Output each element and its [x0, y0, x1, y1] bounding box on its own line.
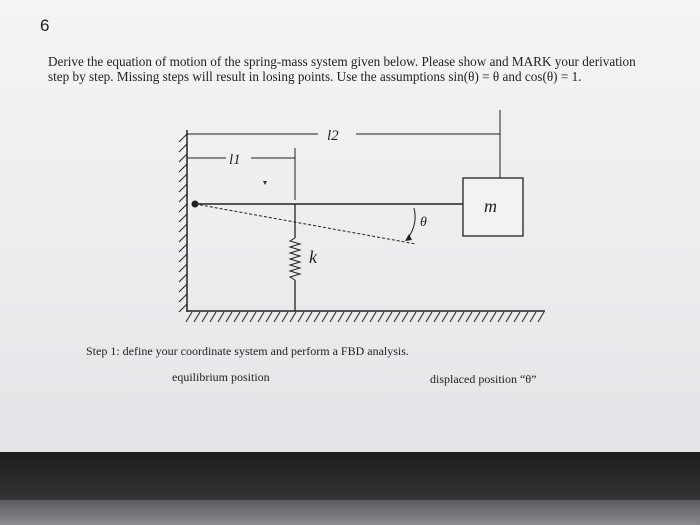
- prompt-line-1: Derive the equation of motion of the spring-mass system given below. Please show and MARK your derivation: [48, 54, 636, 69]
- equilibrium-position-label: equilibrium position: [172, 370, 270, 384]
- angle-arc: [408, 208, 415, 238]
- laptop-base: [0, 500, 700, 525]
- ground: [186, 311, 545, 322]
- prompt-line-2: step by step. Missing steps will result in losing points. Use the assumptions sin(θ) = θ and cos(θ) = 1.: [48, 69, 582, 84]
- angle-arrowhead: [405, 234, 412, 241]
- theta-label: θ: [420, 215, 427, 230]
- spring-label: k: [309, 247, 317, 267]
- wall: [179, 130, 187, 312]
- pivot: [192, 201, 199, 208]
- displaced-position-label: displaced position “θ”: [430, 372, 537, 386]
- displaced-bar: [195, 204, 416, 244]
- step1-instruction: Step 1: define your coordinate system and perform a FBD analysis.: [86, 344, 409, 358]
- l1-label: l1: [229, 152, 241, 168]
- cursor-arrow-icon: [263, 181, 267, 185]
- spring: [290, 204, 300, 311]
- mass-label: m: [484, 196, 497, 216]
- l1-dimension: [187, 148, 295, 200]
- l2-label: l2: [327, 128, 339, 144]
- question-number: 6: [40, 16, 50, 35]
